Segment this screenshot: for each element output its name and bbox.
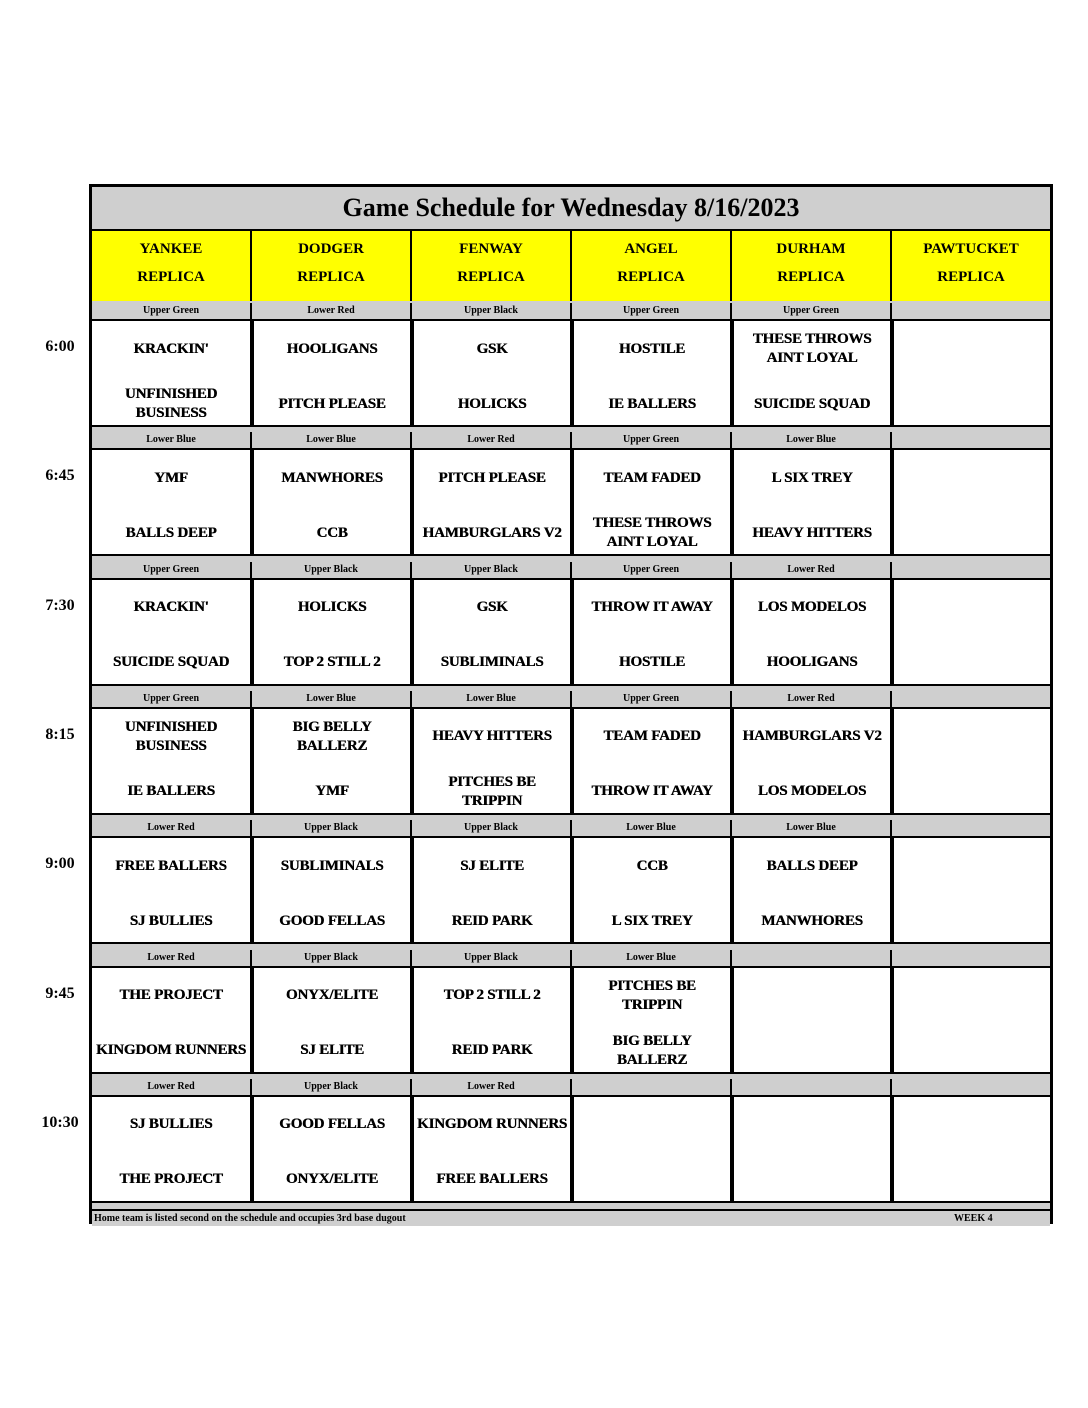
game-cell — [572, 836, 732, 944]
dugout-label — [732, 950, 892, 966]
dugout-label: Lower Blue — [252, 432, 412, 448]
dugout-label: Upper Green — [92, 691, 252, 707]
dugout-label: Lower Red — [412, 1079, 572, 1095]
game-cell — [252, 1095, 412, 1203]
away-team: KINGDOM RUNNERS — [417, 1116, 567, 1133]
game-cell — [92, 1095, 252, 1203]
away-team: LOS MODELOS — [757, 599, 867, 616]
home-team — [734, 1158, 890, 1202]
game-cell — [892, 319, 1050, 427]
game-cell — [732, 966, 892, 1074]
home-team: IE BALLERS — [127, 783, 215, 800]
away-team — [894, 1103, 1050, 1147]
dugout-label: Lower Red — [92, 1079, 252, 1095]
field-header-4 — [732, 231, 892, 301]
home-team: TOP 2 STILL 2 — [283, 654, 381, 671]
dugout-label: Upper Black — [252, 562, 412, 578]
field-name: ANGEL — [624, 241, 678, 257]
away-team: GSK — [476, 340, 508, 357]
game-cell — [892, 836, 1050, 944]
field-header-2 — [412, 231, 572, 301]
away-team: SUBLIMINALS — [280, 857, 384, 874]
field-name: FENWAY — [459, 241, 523, 257]
game-cell — [572, 448, 732, 556]
page-title: Game Schedule for Wednesday 8/16/2023 — [92, 187, 1050, 231]
time-label: 10:30 — [41, 1113, 79, 1131]
away-team: BALLS DEEP — [766, 857, 858, 874]
game-cell — [572, 1095, 732, 1203]
dugout-label: Upper Black — [252, 820, 412, 836]
home-team: FREE BALLERS — [436, 1171, 548, 1188]
game-cell — [412, 448, 572, 556]
dugout-label — [892, 820, 1050, 836]
home-team: THE PROJECT — [119, 1171, 223, 1188]
field-name: YANKEE — [139, 241, 203, 257]
game-cell — [252, 319, 412, 427]
home-team: THESE THROWS AINT LOYAL — [592, 515, 712, 551]
game-cell — [572, 707, 732, 815]
dugout-label — [892, 562, 1050, 578]
away-team: ONYX/ELITE — [285, 987, 379, 1003]
home-team: UNFINISHED BUSINESS — [124, 386, 218, 421]
footer-note: Home team is listed second on the schedule and occupies 3rd base dugout — [94, 1213, 406, 1224]
away-team — [894, 586, 1050, 630]
game-cell — [892, 578, 1050, 686]
dugout-label — [892, 432, 1050, 448]
away-team: SJ ELITE — [460, 857, 524, 874]
home-team: HAMBURGLARS V2 — [422, 524, 562, 541]
home-team: KINGDOM RUNNERS — [96, 1042, 246, 1058]
home-team: REID PARK — [451, 1042, 533, 1058]
dugout-label: Upper Black — [412, 562, 572, 578]
home-team: BALLS DEEP — [125, 524, 217, 541]
home-team: SUICIDE SQUAD — [112, 654, 230, 671]
away-team: HOSTILE — [618, 340, 686, 357]
away-team: HAMBURGLARS V2 — [742, 728, 882, 745]
home-team — [894, 511, 1050, 555]
home-team: BIG BELLY BALLERZ — [612, 1032, 692, 1068]
game-cell — [572, 966, 732, 1074]
game-cell — [252, 836, 412, 944]
game-cell — [412, 319, 572, 427]
dugout-label: Upper Black — [252, 1079, 412, 1095]
home-team: SJ ELITE — [300, 1042, 364, 1058]
away-team — [734, 974, 890, 1018]
away-team: TOP 2 STILL 2 — [443, 987, 541, 1003]
home-team — [894, 1029, 1050, 1073]
game-cell — [252, 448, 412, 556]
dugout-label: Upper Black — [252, 950, 412, 966]
game-cell — [732, 707, 892, 815]
home-team: YMF — [315, 783, 349, 800]
away-team: GOOD FELLAS — [279, 1116, 385, 1133]
field-header-1 — [252, 231, 412, 301]
dugout-label: Lower Red — [92, 820, 252, 836]
game-cell — [412, 578, 572, 686]
dugout-label — [892, 691, 1050, 707]
dugout-label: Lower Red — [732, 562, 892, 578]
dugout-label: Upper Black — [412, 820, 572, 836]
game-cell — [412, 707, 572, 815]
home-team: SJ BULLIES — [129, 912, 213, 929]
dugout-label: Upper Green — [92, 562, 252, 578]
dugout-label: Lower Blue — [732, 820, 892, 836]
away-team: CCB — [636, 857, 668, 874]
home-team: GOOD FELLAS — [279, 912, 385, 929]
away-team: L SIX TREY — [771, 469, 853, 486]
game-cell — [412, 1095, 572, 1203]
dugout-label: Upper Green — [572, 562, 732, 578]
time-label: 6:45 — [45, 467, 75, 485]
dugout-label: Lower Blue — [572, 950, 732, 966]
week-label: WEEK 4 — [954, 1213, 993, 1224]
game-cell — [92, 448, 252, 556]
home-team: SUICIDE SQUAD — [753, 395, 871, 412]
away-team: MANWHORES — [281, 469, 383, 486]
home-team: HOLICKS — [457, 395, 527, 412]
field-subtitle: REPLICA — [457, 269, 525, 285]
home-team — [894, 641, 1050, 685]
away-team: PITCH PLEASE — [438, 469, 546, 486]
game-cell — [732, 836, 892, 944]
home-team: HOOLIGANS — [766, 654, 858, 671]
dugout-label: Lower Red — [92, 950, 252, 966]
game-cell — [892, 707, 1050, 815]
field-name: DURHAM — [776, 241, 846, 257]
field-header-0 — [92, 231, 252, 301]
away-team — [894, 327, 1050, 371]
dugout-label: Lower Blue — [252, 691, 412, 707]
home-team: REID PARK — [451, 912, 533, 929]
home-team: THROW IT AWAY — [591, 783, 713, 800]
game-cell — [92, 319, 252, 427]
away-team — [894, 456, 1050, 500]
field-name: DODGER — [298, 241, 364, 257]
away-team: UNFINISHED BUSINESS — [124, 718, 218, 754]
away-team: HOOLIGANS — [286, 340, 378, 357]
dugout-label — [732, 1079, 892, 1095]
away-team: KRACKIN' — [133, 599, 209, 616]
field-header-3 — [572, 231, 732, 301]
field-subtitle: REPLICA — [137, 269, 205, 285]
footer-bar — [92, 1209, 1050, 1226]
dugout-label: Upper Green — [732, 303, 892, 319]
home-team: HEAVY HITTERS — [752, 524, 872, 541]
game-cell — [92, 836, 252, 944]
home-team: ONYX/ELITE — [285, 1171, 379, 1188]
game-cell — [892, 966, 1050, 1074]
dugout-label: Lower Blue — [732, 432, 892, 448]
game-cell — [892, 1095, 1050, 1203]
away-team — [894, 844, 1050, 888]
schedule-table — [89, 184, 1053, 1224]
away-team: TEAM FADED — [603, 469, 701, 486]
dugout-label: Lower Red — [252, 303, 412, 319]
game-cell — [252, 578, 412, 686]
home-team: IE BALLERS — [608, 395, 696, 412]
home-team: LOS MODELOS — [757, 783, 867, 800]
dugout-label: Lower Blue — [412, 691, 572, 707]
away-team: THE PROJECT — [119, 987, 223, 1003]
away-team: HOLICKS — [297, 599, 367, 616]
home-team: MANWHORES — [761, 912, 863, 929]
game-cell — [732, 1095, 892, 1203]
home-team: HOSTILE — [618, 654, 686, 671]
home-team — [894, 1158, 1050, 1202]
game-cell — [252, 707, 412, 815]
dugout-label — [892, 950, 1050, 966]
dugout-label: Upper Black — [412, 303, 572, 319]
away-team: KRACKIN' — [133, 340, 209, 357]
home-team: PITCHES BE TRIPPIN — [448, 773, 536, 809]
away-team: HEAVY HITTERS — [432, 728, 552, 745]
home-team: PITCH PLEASE — [278, 395, 386, 412]
home-team: CCB — [316, 524, 348, 541]
field-subtitle: REPLICA — [777, 269, 845, 285]
game-cell — [732, 319, 892, 427]
dugout-label: Lower Red — [732, 691, 892, 707]
home-team — [894, 382, 1050, 426]
game-cell — [732, 578, 892, 686]
dugout-label: Upper Green — [572, 691, 732, 707]
dugout-label: Lower Blue — [92, 432, 252, 448]
game-cell — [92, 578, 252, 686]
game-cell — [252, 966, 412, 1074]
dugout-label — [892, 303, 1050, 319]
game-cell — [732, 448, 892, 556]
time-label: 8:15 — [45, 725, 75, 743]
field-header-5 — [892, 231, 1050, 301]
field-subtitle: REPLICA — [297, 269, 365, 285]
home-team — [894, 770, 1050, 814]
game-cell — [92, 966, 252, 1074]
field-subtitle: REPLICA — [617, 269, 685, 285]
game-cell — [572, 319, 732, 427]
home-team — [734, 1029, 890, 1073]
away-team: SJ BULLIES — [129, 1116, 213, 1133]
away-team: PITCHES BE TRIPPIN — [608, 977, 696, 1013]
away-team: TEAM FADED — [603, 728, 701, 745]
away-team: BIG BELLY BALLERZ — [292, 718, 372, 754]
dugout-label: Lower Blue — [572, 820, 732, 836]
game-cell — [892, 448, 1050, 556]
home-team — [574, 1158, 730, 1202]
away-team: FREE BALLERS — [115, 857, 227, 874]
dugout-label: Upper Black — [412, 950, 572, 966]
game-cell — [412, 836, 572, 944]
away-team: THROW IT AWAY — [591, 599, 713, 616]
away-team: GSK — [476, 599, 508, 616]
home-team — [894, 899, 1050, 943]
time-label: 9:00 — [45, 855, 75, 873]
away-team — [574, 1103, 730, 1147]
time-label: 9:45 — [45, 984, 75, 1002]
game-cell — [572, 578, 732, 686]
dugout-label — [572, 1079, 732, 1095]
dugout-label — [892, 1079, 1050, 1095]
away-team — [894, 974, 1050, 1018]
dugout-label: Upper Green — [92, 303, 252, 319]
away-team — [734, 1103, 890, 1147]
dugout-label: Upper Green — [572, 432, 732, 448]
field-subtitle: REPLICA — [937, 269, 1005, 285]
home-team: L SIX TREY — [611, 912, 693, 929]
away-team: THESE THROWS AINT LOYAL — [752, 331, 872, 366]
field-name: PAWTUCKET — [923, 241, 1019, 257]
dugout-label: Lower Red — [412, 432, 572, 448]
home-team: SUBLIMINALS — [440, 654, 544, 671]
away-team — [894, 715, 1050, 759]
away-team: YMF — [154, 469, 188, 486]
game-cell — [412, 966, 572, 1074]
time-label: 7:30 — [45, 596, 75, 614]
dugout-label: Upper Green — [572, 303, 732, 319]
time-label: 6:00 — [45, 338, 75, 355]
game-cell — [92, 707, 252, 815]
